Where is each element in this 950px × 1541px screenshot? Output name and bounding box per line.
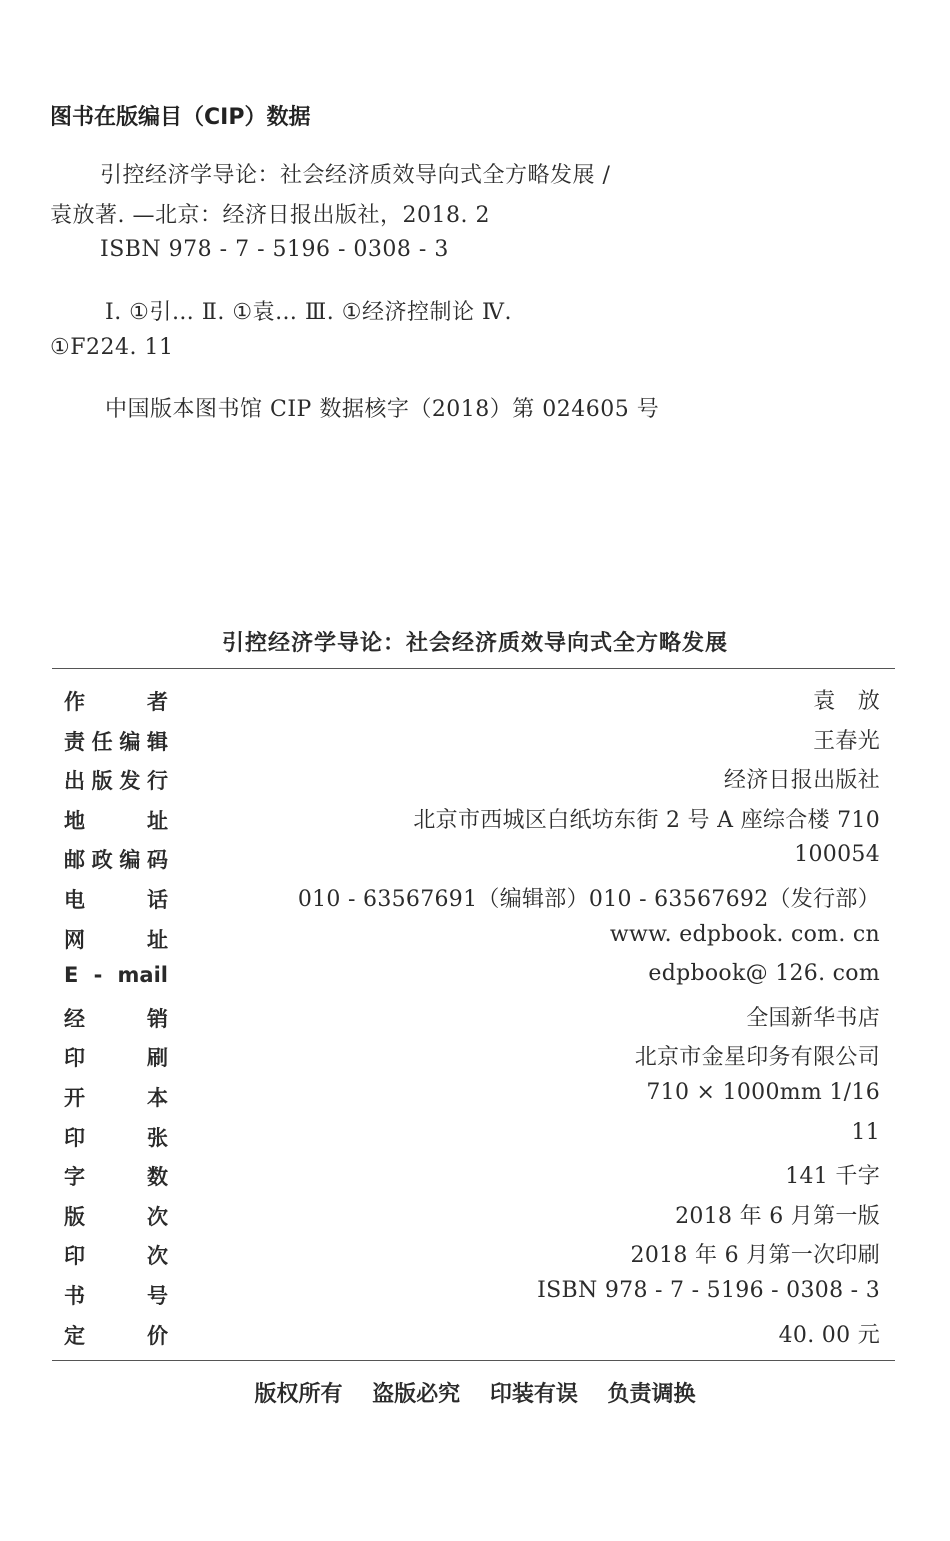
info-row-publisher bbox=[64, 761, 880, 801]
info-label: 地址 bbox=[64, 808, 168, 833]
info-row-phone bbox=[64, 880, 880, 920]
info-row-edition bbox=[64, 1197, 880, 1237]
info-value: 2018 年 6 月第一版 bbox=[675, 1203, 880, 1229]
info-value: 北京市金星印务有限公司 bbox=[634, 1045, 880, 1071]
cip-heading: 图书在版编目（CIP）数据 bbox=[50, 105, 311, 130]
info-label: 网址 bbox=[64, 927, 168, 952]
info-label: 版次 bbox=[64, 1204, 168, 1229]
info-value: 710 × 1000mm 1/16 bbox=[646, 1079, 880, 1105]
info-value: 经济日报出版社 bbox=[723, 768, 880, 794]
info-label: 作者 bbox=[64, 690, 168, 714]
cip-author-publisher-line: 袁放著. —北京：经济日报出版社，2018. 2 bbox=[50, 203, 490, 228]
info-row-isbn bbox=[64, 1276, 880, 1316]
info-label: 邮政编码 bbox=[64, 848, 168, 873]
info-row-printer bbox=[64, 1038, 880, 1078]
info-row-website bbox=[64, 920, 880, 960]
info-row-editor bbox=[64, 722, 880, 762]
info-value: 11 bbox=[851, 1119, 880, 1145]
info-value: 北京市西城区白纸坊东街 2 号 A 座综合楼 710 bbox=[413, 807, 880, 833]
info-row-author bbox=[64, 682, 880, 722]
info-label: 印刷 bbox=[64, 1046, 168, 1071]
info-label: 定价 bbox=[64, 1323, 168, 1348]
info-row-sheets bbox=[64, 1118, 880, 1158]
info-label: 责任编辑 bbox=[64, 729, 168, 754]
info-label: 印次 bbox=[64, 1244, 168, 1269]
info-row-printing bbox=[64, 1236, 880, 1276]
info-value: 袁 放 bbox=[813, 689, 880, 714]
info-label: 书号 bbox=[64, 1283, 168, 1308]
info-value: edpbook@ 126. com bbox=[648, 961, 880, 987]
book-title: 引控经济学导论：社会经济质效导向式全方略发展 bbox=[221, 631, 728, 656]
info-value: 全国新华书店 bbox=[746, 1005, 880, 1031]
info-label: E - mail bbox=[64, 963, 168, 988]
info-row-format bbox=[64, 1078, 880, 1118]
info-label: 经销 bbox=[64, 1006, 168, 1031]
info-row-email bbox=[64, 959, 880, 999]
info-row-word-count bbox=[64, 1157, 880, 1197]
info-row-postcode bbox=[64, 840, 880, 880]
info-row-distributor bbox=[64, 999, 880, 1039]
info-value: 100054 bbox=[794, 842, 880, 868]
publication-info-table bbox=[64, 682, 880, 1355]
info-row-address bbox=[64, 801, 880, 841]
info-value: 010 - 63567691（编辑部）010 - 63567692（发行部） bbox=[297, 886, 880, 912]
copyright-notice: 版权所有 盗版必究 印装有误 负责调换 bbox=[254, 1382, 696, 1407]
info-value: 王春光 bbox=[813, 728, 880, 754]
top-divider bbox=[52, 668, 895, 669]
info-value: 141 千字 bbox=[785, 1164, 880, 1190]
info-label: 电话 bbox=[64, 887, 168, 912]
bottom-divider bbox=[52, 1360, 895, 1361]
info-row-price bbox=[64, 1316, 880, 1356]
cip-record-number-line: 中国版本图书馆 CIP 数据核字（2018）第 024605 号 bbox=[105, 397, 660, 422]
cip-title-line: 引控经济学导论：社会经济质效导向式全方略发展 / bbox=[100, 163, 611, 188]
info-value: 40. 00 元 bbox=[778, 1322, 880, 1348]
info-label: 开本 bbox=[64, 1085, 168, 1110]
info-value: ISBN 978 - 7 - 5196 - 0308 - 3 bbox=[537, 1277, 880, 1303]
cip-subject-line: Ⅰ. ①引… Ⅱ. ①袁… Ⅲ. ①经济控制论 Ⅳ. bbox=[105, 300, 512, 325]
cip-isbn-line: ISBN 978 - 7 - 5196 - 0308 - 3 bbox=[100, 237, 449, 262]
info-label: 字数 bbox=[64, 1165, 168, 1190]
info-label: 出版发行 bbox=[64, 769, 168, 794]
info-value: www. edpbook. com. cn bbox=[609, 921, 880, 947]
info-label: 印张 bbox=[64, 1125, 168, 1150]
cip-classification-line: ①F224. 11 bbox=[50, 335, 174, 360]
info-value: 2018 年 6 月第一次印刷 bbox=[630, 1243, 880, 1269]
